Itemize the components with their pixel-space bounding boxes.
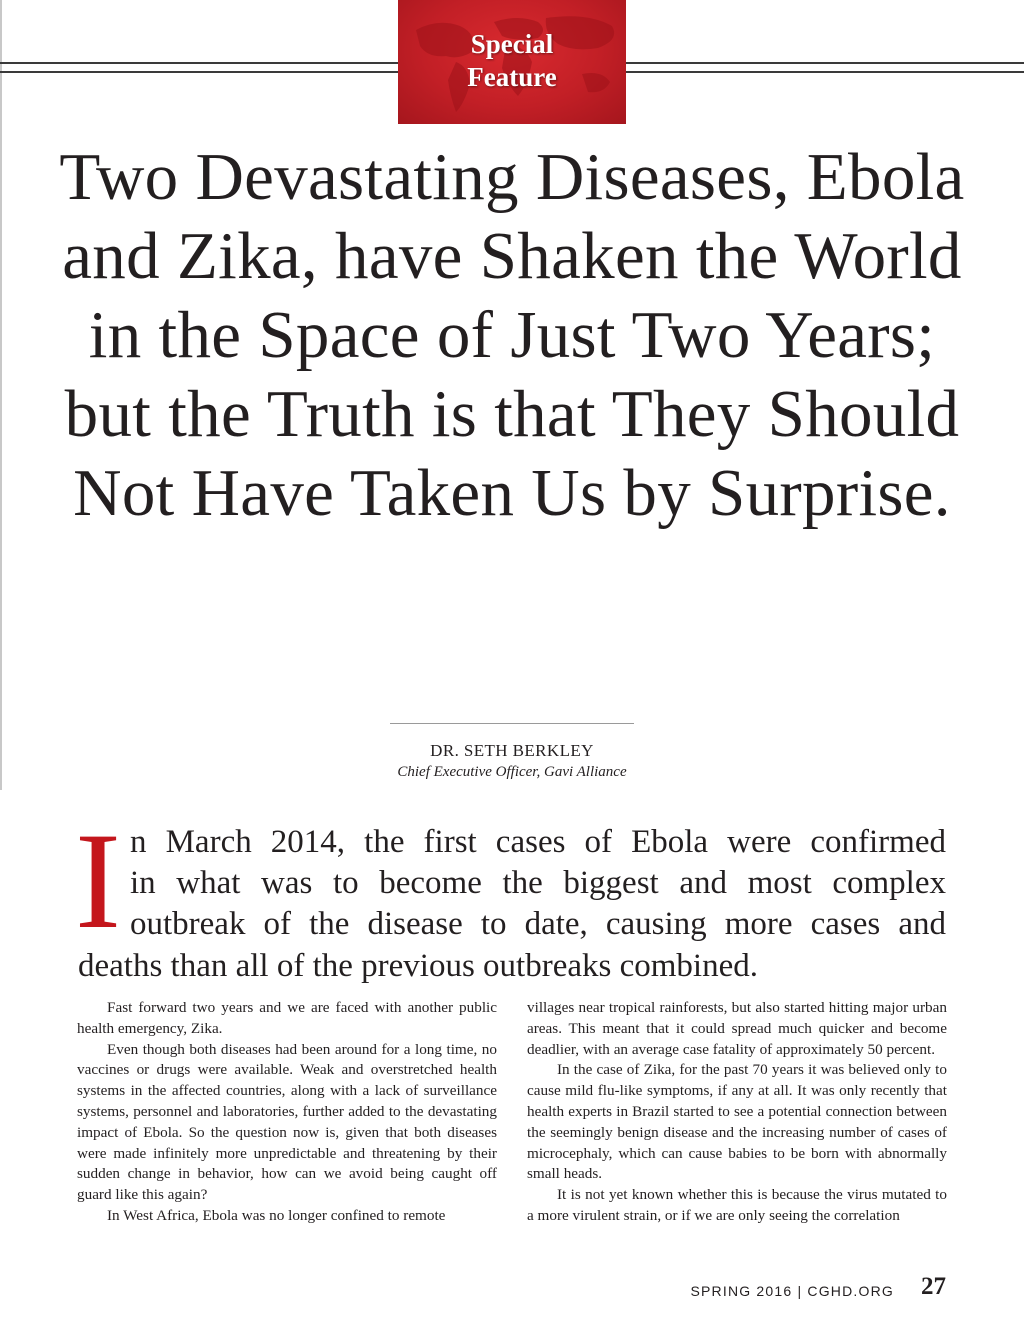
paragraph: Fast forward two years and we are faced with another public health emergency, Zika. — [77, 999, 497, 1037]
body-column-right — [527, 998, 947, 1227]
lead-line-2: in what was to become the biggest and most complex — [130, 865, 946, 901]
author-name: DR. SETH BERKLEY — [430, 741, 594, 760]
author-title: Chief Executive Officer, Gavi Alliance — [397, 764, 627, 780]
header-rule-left — [0, 62, 398, 73]
byline-divider — [390, 723, 634, 724]
drop-cap: I — [75, 804, 121, 957]
footer-issue: SPRING 2016 | CGHD.ORG — [690, 1283, 894, 1299]
page-number: 27 — [921, 1273, 946, 1300]
paragraph: villages near tropical rainforests, but also started hitting major urban areas. This meant that it could spread much quicker and become deadlier, with an average case fatality of approximately 50 percent. — [527, 999, 947, 1058]
page-edge-line — [0, 0, 2, 790]
lead-line-3: outbreak of the disease to date, causing more cases and — [130, 906, 946, 942]
lead-line-4: deaths than all of the previous outbreaks combined. — [78, 948, 758, 984]
badge-line-2: Feature — [467, 62, 557, 92]
paragraph: In the case of Zika, for the past 70 years it was believed only to cause mild flu-like symptoms, if any at all. It was only recently that health experts in Brazil started to see a potential connection between the seemingly benign disease and the increasing number of cases of microcephaly, which can cause babies to be born with abnormally small heads. — [527, 1061, 947, 1183]
header-rule-right — [626, 62, 1024, 73]
paragraph: Even though both diseases had been around for a long time, no vaccines or drugs were available. Weak and overstretched health systems in the affected countries, along with a lack of surveillance systems, personnel and laboratories, further added to the devastating impact of Ebola. So the question now is, given that both diseases were made infinitely more unpredictable and threatening by their sudden change in behavior, how can we avoid being caught off guard like this again? — [77, 1040, 497, 1204]
lead-line-1: n March 2014, the first cases of Ebola were confirmed — [130, 824, 946, 860]
paragraph: It is not yet known whether this is because the virus mutated to a more virulent strain, or if we are only seeing the correlation — [527, 1186, 947, 1224]
body-column-left — [77, 998, 497, 1227]
badge-line-1: Special — [470, 29, 554, 59]
article-headline: Two Devastating Diseases, Ebola and Zika, have Shaken the World in the Space of Just Two Years; but the Truth is that They Should Not Have Taken Us by Surprise. — [59, 140, 965, 530]
paragraph: In West Africa, Ebola was no longer confined to remote — [107, 1206, 446, 1224]
special-feature-badge — [398, 0, 626, 124]
